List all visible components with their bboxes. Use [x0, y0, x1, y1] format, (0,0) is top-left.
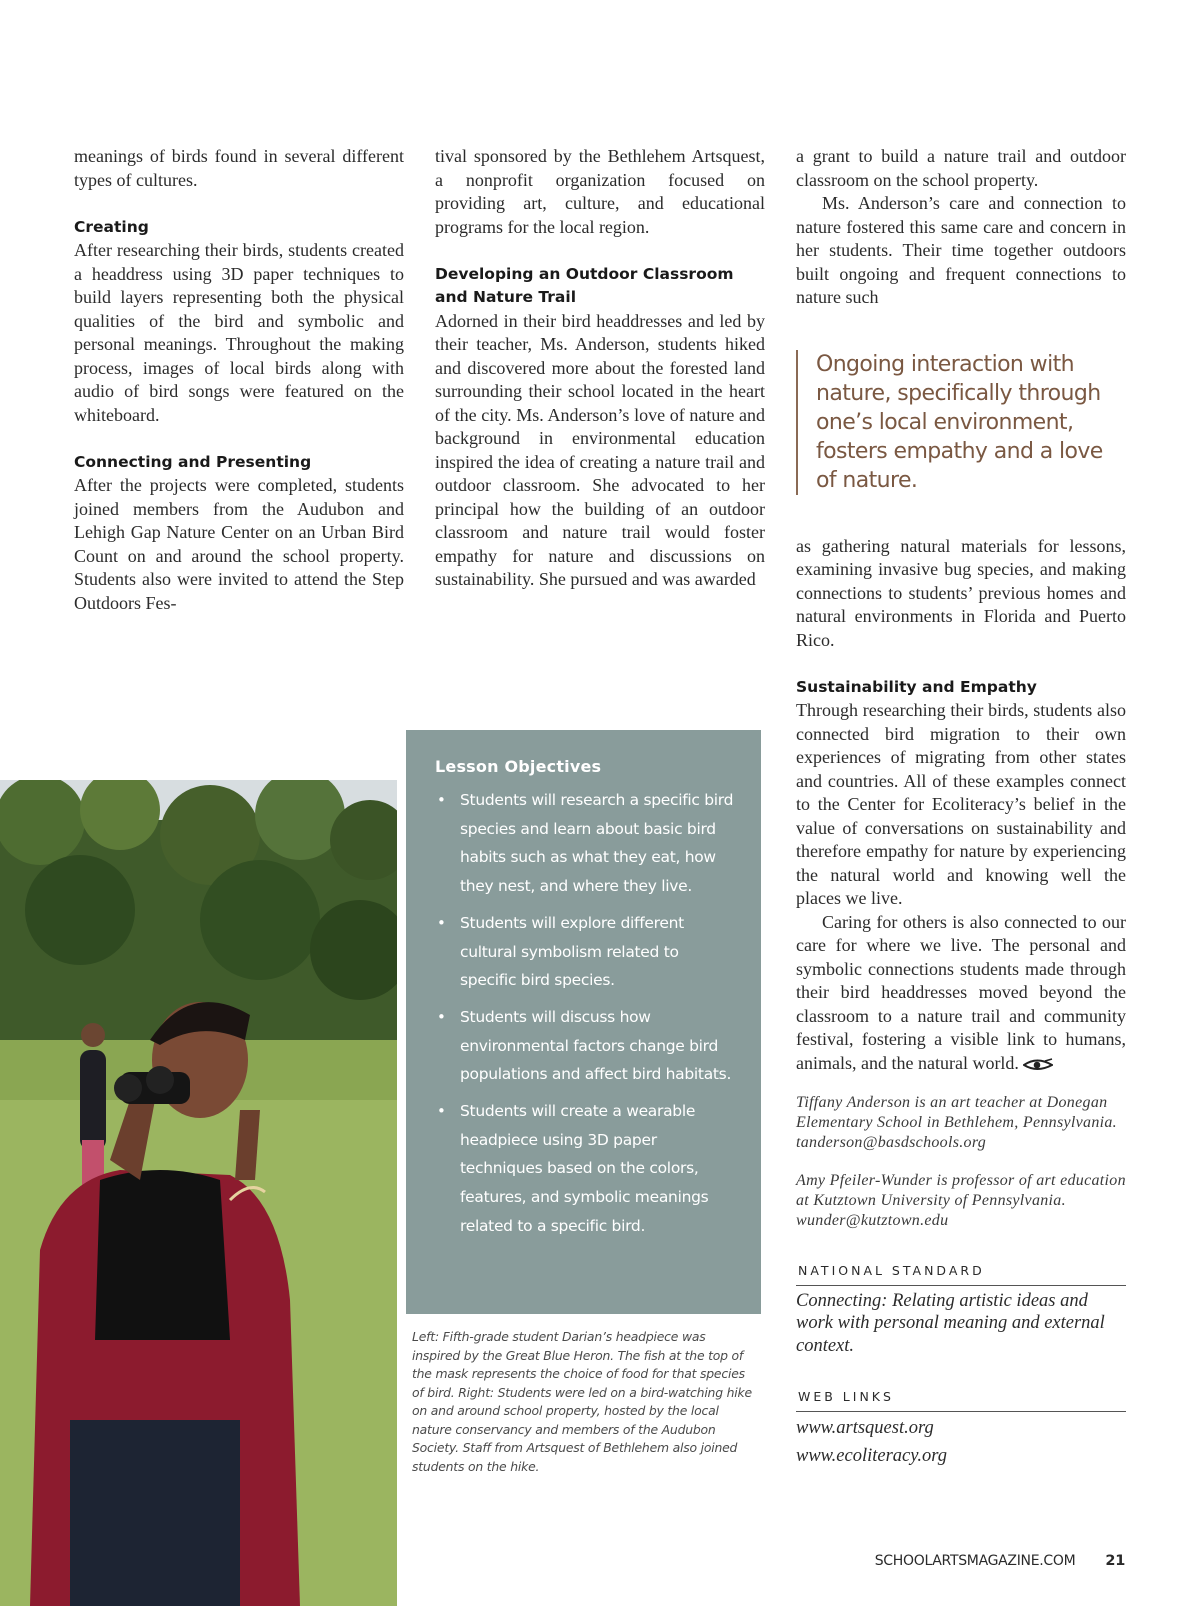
bullet-icon: •: [437, 791, 446, 809]
column2-intro: tival sponsored by the Bethlehem Artsquest, a nonprofit organization focused on providing art, culture, and educational programs for the local region.: [435, 146, 765, 237]
pull-quote: Ongoing interaction with nature, specifically through one’s local environment, fosters empathy and a love of nature.: [796, 350, 1126, 495]
list-item: [435, 1003, 739, 1089]
author-bio-anderson: Tiffany Anderson is an art teacher at Donegan Elementary School in Bethlehem, Pennsylvania. tanderson@basdschools.org: [796, 1094, 1117, 1151]
page-number: 21: [1105, 1553, 1125, 1569]
bullet-icon: •: [437, 1007, 446, 1026]
web-links-section: [796, 1385, 1126, 1470]
national-standard-label: NATIONAL STANDARD: [796, 1259, 1126, 1286]
paragraph-connecting: After the projects were completed, students joined members from the Audubon and Lehigh Gap Nature Center on an Urban Bird Count on and around the school property. Students also were invited to attend the Step Outdoors Fes-: [74, 475, 404, 613]
photo-caption: Left: Fifth-grade student Darian’s headpiece was inspired by the Great Blue Heron. The fish at the top of the mask represents the choice of food for that species of bird. Right: Students were led on a bird-watching hike on and around school property, hosted by the local nature conservancy and members of the Audubon Society. Staff from Artsquest of Bethlehem also joined students on the hike.: [412, 1329, 752, 1474]
end-mark-eye-icon: [1023, 1058, 1053, 1072]
column3-intro: a grant to build a nature trail and outdoor classroom on the school property.: [796, 146, 1126, 190]
lesson-objectives-box: [406, 730, 761, 1314]
national-standard-section: [796, 1259, 1126, 1357]
column1-intro: meanings of birds found in several different types of cultures.: [74, 146, 404, 190]
photo-illustration: [0, 780, 397, 1606]
footer-site: SCHOOLARTSMAGAZINE.COM: [874, 1553, 1076, 1569]
heading-connecting: Connecting and Presenting: [74, 452, 312, 471]
article-column-3: [796, 145, 1126, 1470]
web-link-artsquest[interactable]: www.artsquest.org: [796, 1417, 934, 1438]
objective-text: Students will research a specific bird species and learn about basic bird habits such as what they eat, how they nest, and where they live.: [460, 791, 734, 896]
national-standard-text: Connecting: Relating artistic ideas and work with personal meaning and external context.: [796, 1290, 1105, 1356]
paragraph-caring-text: Caring for others is also connected to our care for where we live. The personal and symbolic connections students made through their bird headdresses moved beyond the classroom to a nature trail and community festival, fostering a visible link to humans, animals, and the natural world.: [796, 911, 1126, 1073]
lesson-objectives-list: [435, 786, 739, 1241]
list-item: [435, 909, 739, 995]
list-item: [435, 786, 739, 901]
page-footer: [875, 1553, 1125, 1569]
article-column-2: [435, 145, 765, 592]
lesson-objectives-title: Lesson Objectives: [435, 757, 602, 776]
objective-text: Students will explore different cultural symbolism related to specific bird species.: [460, 913, 684, 990]
student-binoculars-photo: [0, 780, 397, 1606]
web-links-label: WEB LINKS: [796, 1385, 1126, 1412]
heading-creating: Creating: [74, 217, 149, 236]
paragraph-sustainability: Through researching their birds, students also connected bird migration to their own experiences of migrating from other states and countries. All of these examples connect to the Center for Ecoliteracy’s belief in the value of conversations on sustainability and therefore empathy for nature by experiencing the natural world and knowing well the places we live.: [796, 700, 1126, 908]
article-column-1: [74, 145, 404, 615]
bullet-icon: •: [437, 913, 446, 932]
paragraph-developing: Adorned in their bird headdresses and led by their teacher, Ms. Anderson, students hiked and discovered more about the forested land surrounding their school located in the heart of the city. Ms. Anderson’s love of nature and background in environmental education inspired the idea of creating a nature trail and outdoor classroom. She advocated to her principal how the building of an outdoor classroom and nature trail would foster empathy for nature and discussions on sustainability. She pursued and was awarded: [435, 310, 765, 589]
paragraph-caring: [796, 911, 1126, 1076]
paragraph-gathering: as gathering natural materials for lessons, examining invasive bug species, and making connections to students’ previous homes and natural environments in Florida and Puerto Rico.: [796, 535, 1126, 650]
paragraph-care: Ms. Anderson’s care and connection to nature fostered this same care and concern in her students. Their time together outdoors built ongoing and frequent connections to nature such: [796, 193, 1126, 307]
author-bio-pfeiler-wunder: Amy Pfeiler-Wunder is professor of art education at Kutztown University of Pennsylvania. wunder@kutztown.edu: [796, 1172, 1126, 1229]
heading-developing: Developing an Outdoor Classroom and Nature Trail: [435, 264, 734, 306]
list-item: [435, 1097, 739, 1241]
objective-text: Students will create a wearable headpiece using 3D paper techniques based on the colors, features, and symbolic meanings related to a specific bird.: [460, 1102, 709, 1235]
heading-sustainability: Sustainability and Empathy: [796, 677, 1037, 696]
bullet-icon: •: [437, 1102, 446, 1121]
objective-text: Students will discuss how environmental factors change bird populations and affect bird habitats.: [460, 1007, 732, 1084]
web-link-ecoliteracy[interactable]: www.ecoliteracy.org: [796, 1445, 948, 1466]
paragraph-creating: After researching their birds, students created a headdress using 3D paper techniques to build layers representing both the physical qualities of the bird and symbolic and personal meanings. Throughout the making process, images of local birds along with audio of bird songs were featured on the whiteboard.: [74, 240, 404, 425]
